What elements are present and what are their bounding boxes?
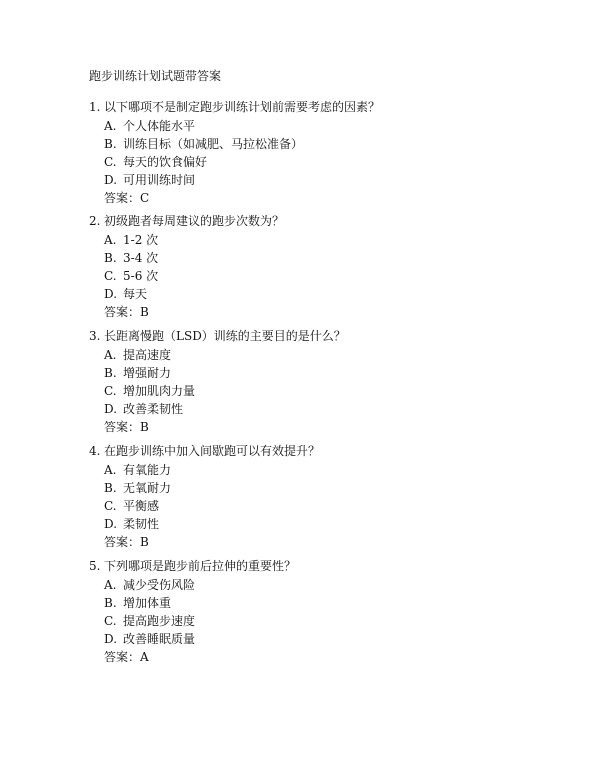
option-letter: B. (104, 251, 117, 265)
option-text: 每天的饮食偏好 (123, 155, 208, 169)
option-list (89, 576, 549, 648)
option-text: 平衡感 (123, 499, 160, 513)
answer-line: 答案：B (104, 305, 149, 319)
option-b (89, 249, 549, 267)
document-title: 跑步训练计划试题带答案 (89, 69, 222, 83)
option-b (89, 364, 549, 382)
option-b (89, 479, 549, 497)
question-3 (89, 327, 549, 436)
question-number: 2. (89, 214, 101, 228)
option-text: 增加肌肉力量 (123, 384, 196, 398)
option-a (89, 346, 549, 364)
question-number: 1. (89, 100, 101, 114)
option-text: 减少受伤风险 (123, 578, 196, 592)
option-text: 每天 (123, 287, 148, 301)
option-letter: A. (104, 348, 117, 362)
question-stem (89, 557, 549, 576)
option-d (89, 400, 549, 418)
question-stem (89, 327, 549, 346)
option-text: 提高速度 (123, 348, 172, 362)
option-a (89, 117, 549, 135)
option-letter: D. (104, 517, 118, 531)
option-c (89, 267, 549, 285)
option-text: 改善睡眠质量 (123, 632, 196, 646)
option-d (89, 285, 549, 303)
option-letter: C. (104, 499, 117, 513)
option-letter: D. (104, 287, 118, 301)
option-text: 个人体能水平 (123, 119, 196, 133)
question-4 (89, 442, 549, 551)
option-c (89, 153, 549, 171)
option-d (89, 171, 549, 189)
option-letter: D. (104, 402, 118, 416)
question-1 (89, 98, 549, 207)
question-text: 下列哪项是跑步前后拉伸的重要性？ (104, 559, 297, 573)
question-number: 4. (89, 444, 101, 458)
answer-line: 答案：C (104, 191, 150, 205)
answer-line: 答案：B (104, 420, 149, 434)
option-text: 提高跑步速度 (123, 614, 196, 628)
option-text: 可用训练时间 (123, 173, 196, 187)
answer-line: 答案：A (104, 650, 149, 664)
question-stem (89, 98, 549, 117)
question-2 (89, 212, 549, 321)
option-list (89, 346, 549, 418)
option-b (89, 594, 549, 612)
option-text: 训练目标（如减肥、马拉松准备） (123, 137, 304, 151)
option-letter: B. (104, 481, 117, 495)
question-number: 3. (89, 329, 101, 343)
option-a (89, 461, 549, 479)
option-letter: C. (104, 155, 117, 169)
option-text: 增加体重 (123, 596, 172, 610)
option-letter: D. (104, 173, 118, 187)
option-d (89, 515, 549, 533)
option-text: 5-6 次 (123, 269, 159, 283)
option-letter: A. (104, 463, 117, 477)
option-text: 柔韧性 (123, 517, 160, 531)
option-d (89, 630, 549, 648)
option-letter: A. (104, 119, 117, 133)
option-letter: B. (104, 137, 117, 151)
option-list (89, 231, 549, 303)
option-letter: C. (104, 269, 117, 283)
question-text: 长距离慢跑（LSD）训练的主要目的是什么？ (104, 329, 346, 343)
option-letter: A. (104, 233, 117, 247)
option-a (89, 576, 549, 594)
option-c (89, 612, 549, 630)
option-a (89, 231, 549, 249)
option-text: 无氧耐力 (123, 481, 172, 495)
question-text: 以下哪项不是制定跑步训练计划前需要考虑的因素？ (104, 100, 381, 114)
question-stem (89, 442, 549, 461)
option-list (89, 461, 549, 533)
option-letter: B. (104, 596, 117, 610)
option-letter: C. (104, 614, 117, 628)
option-b (89, 135, 549, 153)
answer-line: 答案：B (104, 535, 149, 549)
question-stem (89, 212, 549, 231)
option-letter: D. (104, 632, 118, 646)
option-c (89, 382, 549, 400)
option-text: 增强耐力 (123, 366, 172, 380)
question-text: 初级跑者每周建议的跑步次数为？ (104, 214, 285, 228)
question-number: 5. (89, 559, 101, 573)
option-list (89, 117, 549, 189)
option-letter: A. (104, 578, 117, 592)
option-letter: C. (104, 384, 117, 398)
question-text: 在跑步训练中加入间歇跑可以有效提升？ (104, 444, 321, 458)
option-text: 1-2 次 (123, 233, 159, 247)
option-text: 有氧能力 (123, 463, 172, 477)
option-text: 改善柔韧性 (123, 402, 184, 416)
option-text: 3-4 次 (123, 251, 159, 265)
option-letter: B. (104, 366, 117, 380)
option-c (89, 497, 549, 515)
question-5 (89, 557, 549, 666)
